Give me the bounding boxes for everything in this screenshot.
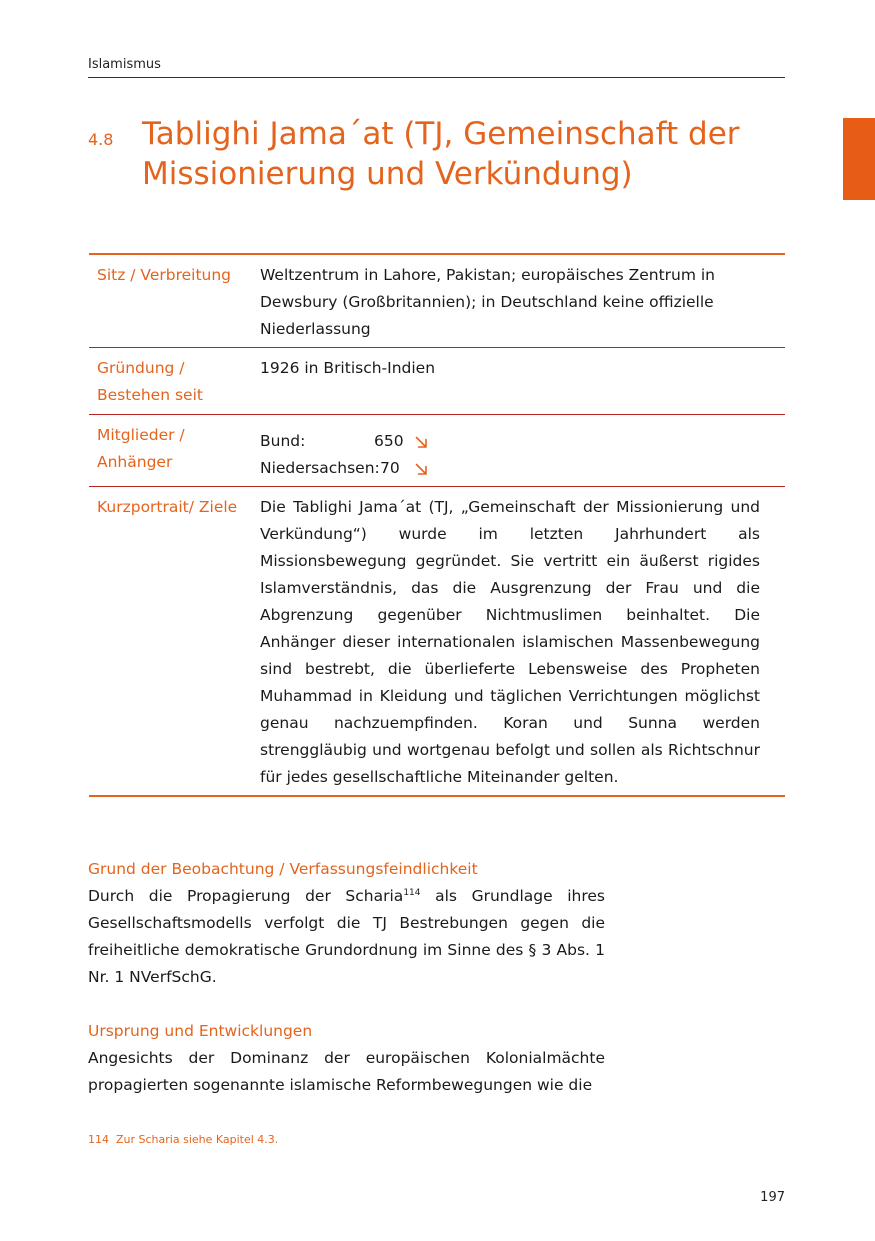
members-label-line2: Anhänger bbox=[97, 453, 173, 471]
footnote-number: 114 bbox=[88, 1133, 109, 1146]
members-label bbox=[89, 422, 260, 486]
members-label-line1: Mitglieder / bbox=[97, 426, 185, 444]
members-federal-value: 650 bbox=[374, 432, 404, 450]
portrait-label: Kurzportrait/ Ziele bbox=[97, 498, 238, 516]
section-title: Tablighi Jama´at (TJ, Gemeinschaft der Missionierung und Verkündung) bbox=[142, 116, 740, 192]
observation-heading: Grund der Beobachtung / Verfassungsfeindlichkeit bbox=[88, 860, 478, 878]
footnote-ref[interactable]: 114 bbox=[403, 888, 421, 898]
profile-row-portrait bbox=[89, 487, 785, 795]
page-number: 197 bbox=[760, 1190, 785, 1205]
members-state-line bbox=[260, 455, 785, 482]
members-state-label: Niedersachsen: bbox=[260, 459, 380, 477]
section-number: 4.8 bbox=[88, 130, 114, 149]
footnote bbox=[88, 1133, 278, 1146]
running-head: Islamismus bbox=[88, 57, 785, 78]
profile-row-founded bbox=[89, 348, 785, 415]
observation-section bbox=[88, 856, 605, 991]
chapter-tab-marker bbox=[843, 118, 875, 200]
observation-text bbox=[88, 883, 605, 991]
founded-label-line1: Gründung / bbox=[97, 359, 185, 377]
origin-heading: Ursprung und Entwicklungen bbox=[88, 1022, 313, 1040]
origin-section bbox=[88, 1018, 605, 1099]
observation-text-after: als Grundlage ihres Gesellschaftsmodells verfolgt die TJ Bestrebungen gegen die freiheitliche demokratische Grundordnung im Sinne des § 3 Abs. 1 Nr. 1 NVerfSchG. bbox=[88, 887, 606, 986]
members-value bbox=[260, 422, 785, 486]
observation-text-before: Durch die Propagierung der Scharia bbox=[88, 887, 404, 905]
members-federal-line bbox=[260, 428, 785, 455]
profile-table bbox=[89, 253, 785, 797]
portrait-value: Die Tablighi Jama´at (TJ, „Gemeinschaft der Missionierung und Verkündung“) wurde im letzten Jahrhundert als Missionsbewegung gegründet. Sie vertritt ein äußerst rigides Islamverständnis, das die Ausgrenzung der Frau und die Abgrenzung gegenüber Nichtmuslimen beinhaltet. Die Anhänger dieser internationalen islamischen Massenbewegung sind bestrebt, die überlieferte Lebensweise des Propheten Muhammad in Kleidung und täglichen Verrichtungen möglichst genau nachzuempfinden. Koran und Sunna werden strenggläubig und wortgenau befolgt und sollen als Richtschnur für jedes gesellschaftliche Miteinander gelten. bbox=[260, 498, 760, 786]
footnote-text: Zur Scharia siehe Kapitel 4.3. bbox=[116, 1133, 279, 1146]
founded-value: 1926 in Britisch-Indien bbox=[260, 359, 436, 377]
seat-value: Weltzentrum in Lahore, Pakistan; europäisches Zentrum in Dewsbury (Großbritannien); in Deutschland keine offizielle Niederlassung bbox=[260, 266, 715, 338]
profile-row-seat bbox=[89, 255, 785, 348]
founded-label-line2: Bestehen seit bbox=[97, 386, 203, 404]
seat-label: Sitz / Verbreitung bbox=[97, 266, 232, 284]
founded-label bbox=[89, 355, 260, 414]
profile-row-members bbox=[89, 415, 785, 487]
arrow-down-right-icon bbox=[414, 461, 430, 477]
members-state-value: 70 bbox=[380, 459, 400, 477]
members-federal-label: Bund: bbox=[260, 432, 306, 450]
arrow-down-right-icon bbox=[414, 434, 430, 450]
origin-text: Angesichts der Dominanz der europäischen Kolonialmächte propagierten sogenannte islamische Reformbewegungen wie die bbox=[88, 1049, 605, 1094]
